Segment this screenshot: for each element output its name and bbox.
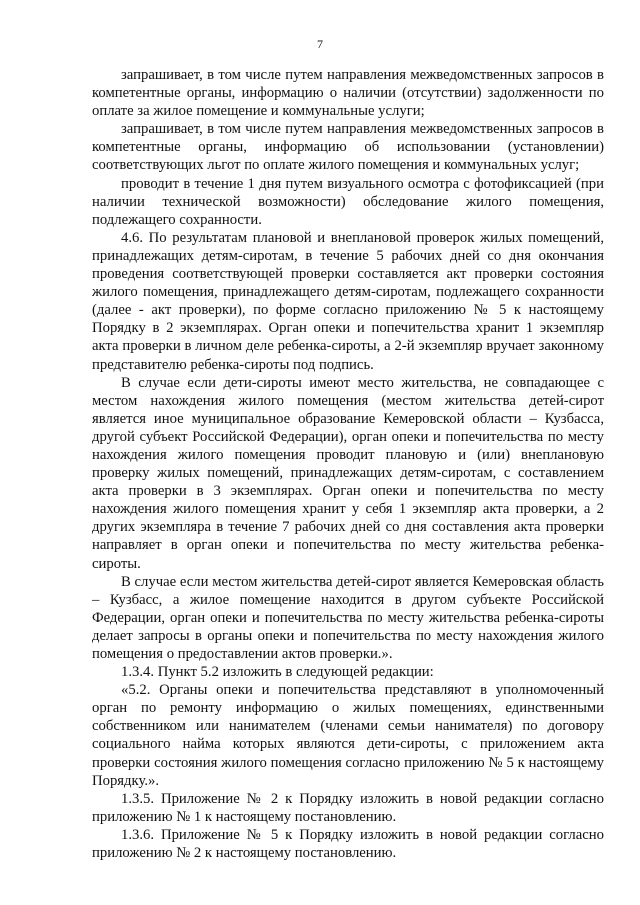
document-body — [92, 66, 604, 862]
paragraph-1-3-4: 1.3.4. Пункт 5.2 изложить в следующей редакции: — [121, 664, 434, 681]
paragraph-different-residence: В случае если дети-сироты имеют место жительства, не совпадающее с местом нахождения жилого помещения (местом жительства детей-сирот является иное муниципальное образование Кемеровской области – Кузбасса, другой субъект Российской Федерации), орган опеки и попечительства по месту нахождения жилого помещения проводит плановую и (или) внеплановую проверку жилых помещений, принадлежащих детям-сиротам, с составлением акта проверки в 3 экземплярах. Орган опеки и попечительства по месту нахождения жилого помещения хранит у себя 1 экземпляр акта проверки, а 2 других экземпляра в течение 7 рабочих дней со дня составления акта проверки направляет в орган опеки и попечительства по месту жительства ребенка-сироты. — [92, 374, 604, 572]
paragraph-1-3-5: 1.3.5. Приложение № 2 к Порядку изложить в новой редакции согласно приложению № 1 к настоящему постановлению. — [92, 790, 604, 825]
paragraph-5-2: «5.2. Органы опеки и попечительства представляют в уполномоченный орган по ремонту информацию о жилых помещениях, единственными собственником или нанимателем (членами семьи нанимателя) по договору социального найма которых являются дети-сироты, с приложением акта проверки состояния жилого помещения согласно приложению № 5 к настоящему Порядку.». — [92, 682, 604, 789]
paragraph-visual-inspection: проводит в течение 1 дня путем визуального осмотра с фотофиксацией (при наличии технической возможности) обследование жилого помещения, подлежащего сохранности. — [92, 175, 604, 228]
paragraph-request-benefits-info: запрашивает, в том числе путем направления межведомственных запросов в компетентные органы, информацию об использовании (установлении) соответствующих льгот по оплате жилого помещения и коммунальных услуг; — [92, 121, 604, 174]
paragraph-1-3-6: 1.3.6. Приложение № 5 к Порядку изложить в новой редакции согласно приложению № 2 к настоящему постановлению. — [92, 826, 604, 862]
paragraph-request-debt-info: запрашивает, в том числе путем направления межведомственных запросов в компетентные органы, информацию о наличии (отсутствии) задолженности по оплате за жилое помещение и коммунальные услуги; — [92, 67, 604, 120]
paragraph-4-6: 4.6. По результатам плановой и внеплановой проверок жилых помещений, принадлежащих детям-сиротам, в течение 5 рабочих дней со дня окончания проведения соответствующей проверки составляется акт проверки состояния жилого помещения, принадлежащего детям-сиротам, подлежащего сохранности (далее - акт проверки), по форме согласно приложению № 5 к настоящему Порядку в 2 экземплярах. Орган опеки и попечительства хранит 1 экземпляр акта проверки в личном деле ребенка-сироты, а 2-й экземпляр вручает законному представителю ребенка-сироты под подпись. — [92, 229, 604, 373]
paragraph-kuzbass-residence: В случае если местом жительства детей-сирот является Кемеровская область – Кузбасс, а жилое помещение находится в другом субъекте Российской Федерации, орган опеки и попечительства по месту жительства ребенка-сироты делает запросы в органы опеки и попечительства по месту нахождения жилого помещения о предоставлении актов проверки.». — [92, 573, 604, 662]
page-number: 7 — [317, 37, 323, 51]
